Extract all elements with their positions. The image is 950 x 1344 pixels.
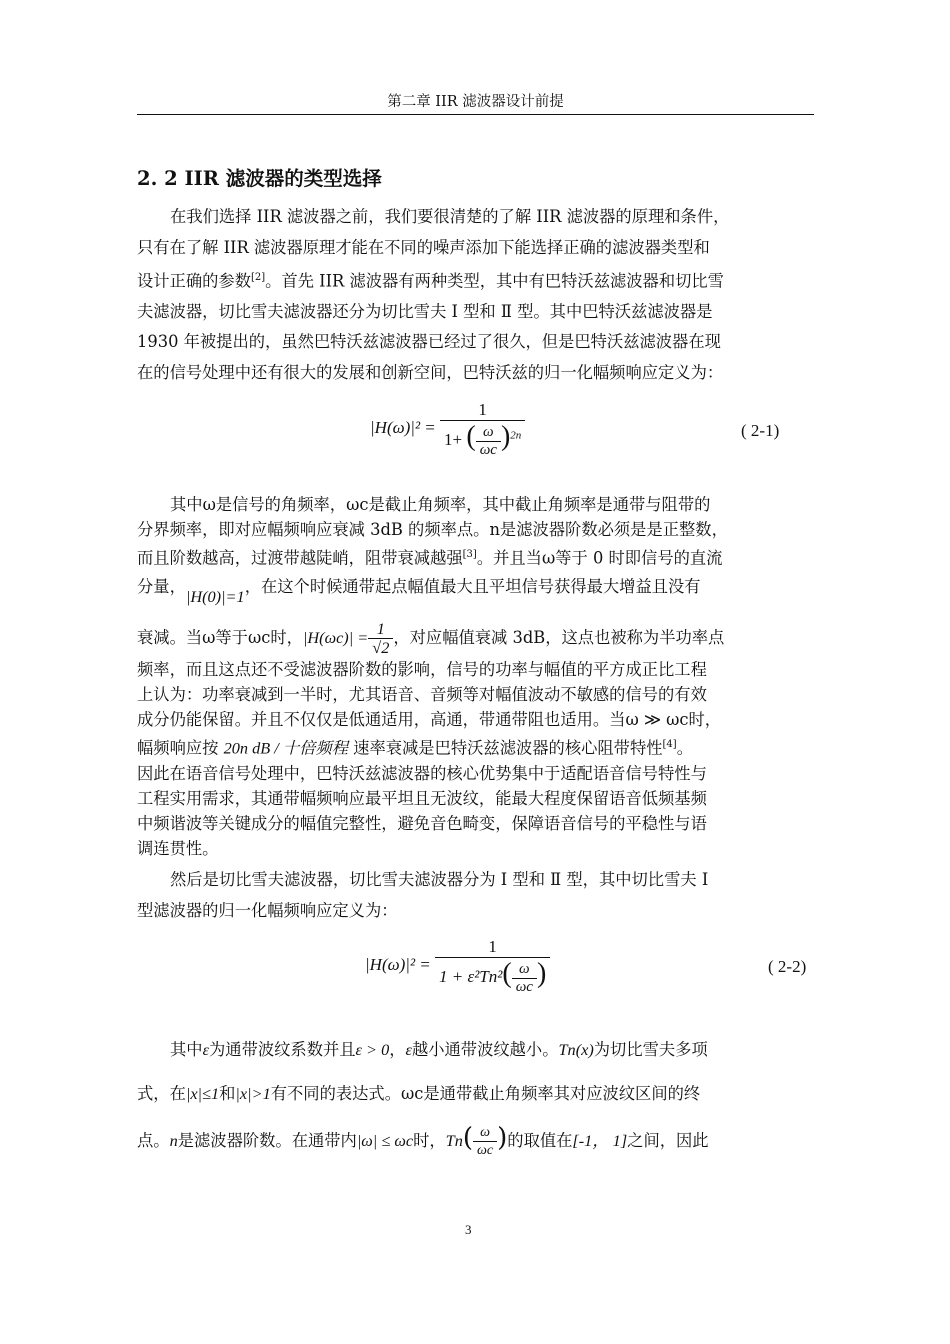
text-line [137,263,814,297]
text-run: 和 [219,1084,236,1103]
fraction-numerator: 1 [435,937,550,958]
equation-lhs: |H(ω)|² = [365,955,431,975]
text-run: 其中 [170,1040,203,1059]
inline-symbol: ε [202,1040,209,1059]
equation-number: ( 2-2) [768,957,807,976]
inline-fraction [368,620,393,657]
left-paren: ( [502,958,512,989]
text-run: 。首先 IIR 滤波器有两种类型，其中有巴特沃兹滤波器和切比雪 [265,271,724,291]
inner-fraction [512,961,537,996]
equation-2-2 [365,937,550,996]
fraction-denominator: ωc [477,1143,494,1158]
text-line: 在我们选择 IIR 滤波器之前，我们要很清楚的了解 IIR 滤波器的原理和条件， [170,207,730,226]
inner-denominator: ωc [479,441,497,458]
text-line: 只有在了解 IIR 滤波器原理才能在不同的噪声添加下能选择正确的滤波器类型和 [137,237,710,257]
text-line: 其中ω是信号的角频率，ωc是截止角频率，其中截止角频率是通带与阻带的 [170,495,711,514]
equation-2-1 [370,400,525,459]
inner-numerator: ω [476,424,501,442]
fraction-denominator: √2 [372,638,390,658]
text-run: 之间，因此 [627,1131,709,1150]
equation-lhs: |H(ω)|² = [370,418,436,438]
fraction-numerator: 1 [368,620,393,639]
text-line: 中频谐波等关键成分的幅值完整性，避免音色畸变，保障语音信号的平稳性与语 [137,813,707,833]
inline-formula: ε > 0 [355,1040,390,1059]
text-run: 速率衰减是巴特沃兹滤波器的核心阻带特性 [353,738,663,758]
paragraph-chebyshev [137,865,814,926]
text-line: 然后是切比雪夫滤波器，切比雪夫滤波器分为 Ⅰ 型和 Ⅱ 型，其中切比雪夫 Ⅰ [170,870,709,889]
text-line: 在的信号处理中还有很大的发展和创新空间，巴特沃兹的归一化幅频响应定义为： [137,362,724,382]
inline-formula: Tn(x) [558,1040,594,1059]
inline-formula: [-1， 1] [572,1131,628,1150]
text-run: ， [389,1040,406,1059]
inline-symbol: n [169,1131,178,1150]
text-run: 时， [413,1131,446,1150]
fraction-denominator [440,421,525,459]
equation-fraction [435,937,550,996]
inline-formula: |ω| ≤ ωc [356,1131,414,1150]
text-run: 而且阶数越高，过渡带越陡峭，阻带衰减越强 [137,548,463,568]
denominator-prefix: 1+ [444,430,463,449]
inline-formula-lhs: |H(ωc)| = [302,628,369,648]
text-line: 夫滤波器，切比雪夫滤波器还分为切比雪夫 Ⅰ 型和 Ⅱ 型。其中巴特沃兹滤波器是 [137,301,713,321]
text-line: 上认为：功率衰减到一半时，尤其语音、音频等对幅值波动不敏感的信号的有效 [137,685,707,705]
denominator-prefix: 1 + ε²Tn² [439,967,503,986]
left-paren: ( [462,1123,474,1153]
text-line: 工程实用需求，其通带幅频响应最平坦且无波纹，能最大程度保留语音低频基频 [137,788,707,808]
text-run: 的取值在 [507,1131,573,1150]
fraction-numerator: 1 [440,400,525,421]
inline-symbol: ε [405,1040,412,1059]
inline-formula: |x|≤1 [185,1084,220,1103]
inner-denominator: ωc [515,978,533,995]
text-line [137,619,814,657]
fraction-denominator [435,958,550,996]
text-line: 因此在语音信号处理中，巴特沃兹滤波器的核心优势集中于适配语音信号特性与 [137,763,707,783]
left-paren: ( [466,421,476,452]
inline-formula: 20n dB / 十倍频程 [223,738,348,758]
citation: [4] [662,739,677,751]
text-run: 分量， [137,577,186,597]
fraction-numerator: ω [473,1124,497,1142]
text-run: ，在这个时候通带起点幅值最大且平坦信号获得最大增益且没有 [244,577,701,597]
text-run: 。 [676,738,693,758]
text-line [137,1116,814,1163]
text-run: 为切比雪夫多项 [593,1040,708,1059]
text-line: 型滤波器的归一化幅频响应定义为： [137,900,398,920]
text-line [137,542,814,570]
running-header: 第二章 IIR 滤波器设计前提 [387,94,564,110]
text-run: 是滤波器阶数。在通带内 [177,1131,357,1150]
inline-fraction [473,1124,497,1159]
exponent: 2n [510,429,522,442]
text-run: 幅频响应按 [137,738,219,758]
text-run: 。并且当ω等于 0 时即信号的直流 [476,548,723,568]
inline-formula: |x|>1 [235,1084,271,1103]
right-paren: ) [497,1123,508,1153]
page-number: 3 [465,1222,472,1237]
text-line: 分界频率，即对应幅频响应衰减 3dB 的频率点。n是滤波器阶数必须是是正整数， [137,520,728,539]
header-rule [137,114,814,115]
text-run: 越小通带波纹越小。 [411,1040,559,1059]
paragraph-butterworth [137,492,814,861]
equation-fraction [440,400,525,459]
text-line: 1930 年被提出的，虽然巴特沃兹滤波器已经过了很久，但是巴特沃兹滤波器在现 [137,332,721,352]
text-run: 设计正确的参数 [137,271,251,291]
inner-numerator: ω [512,961,537,979]
text-line: 频率，而且这点还不受滤波器阶数的影响，信号的功率与幅值的平方成正比工程 [137,660,707,680]
text-line [137,1072,814,1116]
paragraph-intro [137,202,814,388]
text-run: 为通带波纹系数并且 [209,1040,356,1059]
inline-formula-prefix: Tn [445,1131,463,1150]
text-line: 成分仍能保留。并且不仅仅是低通适用，高通，带通带阻也适用。当ω ≫ ωc时， [137,710,722,730]
text-line [137,732,814,760]
equation-number: ( 2-1) [741,421,780,440]
paragraph-chebyshev-params [137,1028,814,1163]
text-line [137,1028,814,1072]
text-run: 点。 [137,1131,170,1150]
right-paren: ) [500,421,511,452]
text-line: 调连贯性。 [137,838,219,858]
text-run: ，对应幅值衰减 3dB，这点也被称为半功率点 [393,628,725,648]
inline-formula: |H(0)|=1 [185,587,245,607]
text-run: 有不同的表达式。ωc是通带截止角频率其对应波纹区间的终 [270,1084,701,1103]
right-paren: ) [536,958,547,989]
citation: [2] [250,272,266,283]
section-heading: 2. 2 IIR 滤波器的类型选择 [137,167,382,190]
inner-fraction [476,424,501,459]
citation: [3] [462,549,477,560]
text-run: 衰减。当ω等于ωc时， [137,628,303,648]
text-run: 式，在 [137,1084,186,1103]
text-line [137,574,814,607]
